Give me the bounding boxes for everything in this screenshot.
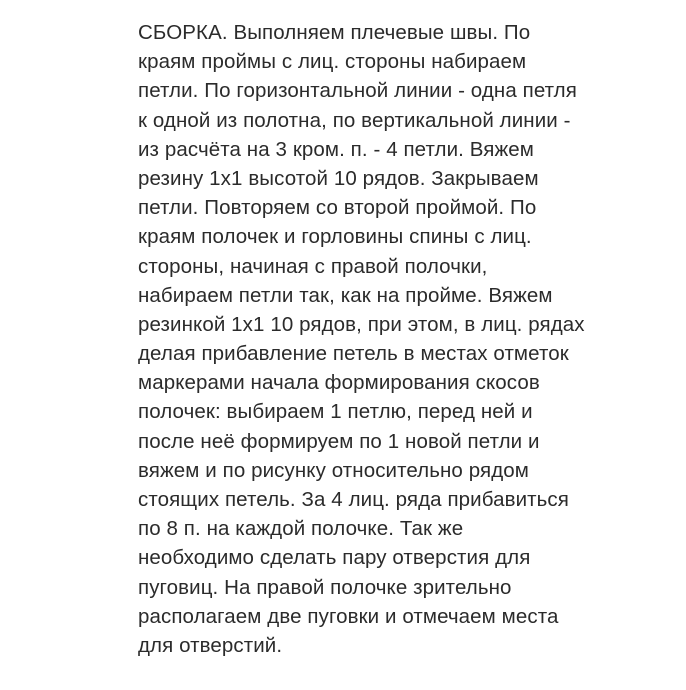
text-line: делая прибавление петель в местах отметок	[138, 342, 569, 366]
instruction-paragraph	[138, 18, 598, 660]
text-line: для отверстий.	[138, 633, 283, 657]
text-line: резину 1х1 высотой 10 рядов. Закрываем	[138, 166, 539, 190]
text-line: резинкой 1х1 10 рядов, при этом, в лиц. рядах	[138, 312, 585, 336]
text-line: стоящих петель. За 4 лиц. ряда прибавиться	[138, 488, 569, 511]
text-line: пуговиц. На правой полочке зрительно	[138, 575, 512, 599]
text-line: петли. Повторяем со второй проймой. По	[138, 196, 537, 220]
text-line: полочек: выбираем 1 петлю, перед ней и	[138, 400, 533, 424]
text-line: краям проймы с лиц. стороны набираем	[138, 50, 527, 74]
text-line: стороны, начиная с правой полочки,	[138, 254, 488, 278]
text-line: СБОРКА. Выполняем плечевые швы. По	[138, 21, 531, 44]
text-line: располагаем две пуговки и отмечаем места	[138, 604, 559, 628]
text-line: по 8 п. на каждой полочке. Так же	[138, 517, 464, 541]
text-line: краям полочек и горловины спины с лиц.	[138, 225, 532, 249]
text-line: набираем петли так, как на пройме. Вяжем	[138, 283, 553, 307]
text-line: после неё формируем по 1 новой петли и	[138, 429, 540, 453]
text-line: из расчёта на 3 кром. п. - 4 петли. Вяжем	[138, 137, 535, 161]
text-line: петли. По горизонтальной линии - одна петля	[138, 79, 577, 103]
text-line: вяжем и по рисунку относительно рядом	[138, 458, 529, 482]
text-line: необходимо сделать пару отверстия для	[138, 546, 531, 570]
text-line: к одной из полотна, по вертикальной линии -	[138, 108, 571, 132]
text-line: маркерами начала формирования скосов	[138, 371, 540, 395]
